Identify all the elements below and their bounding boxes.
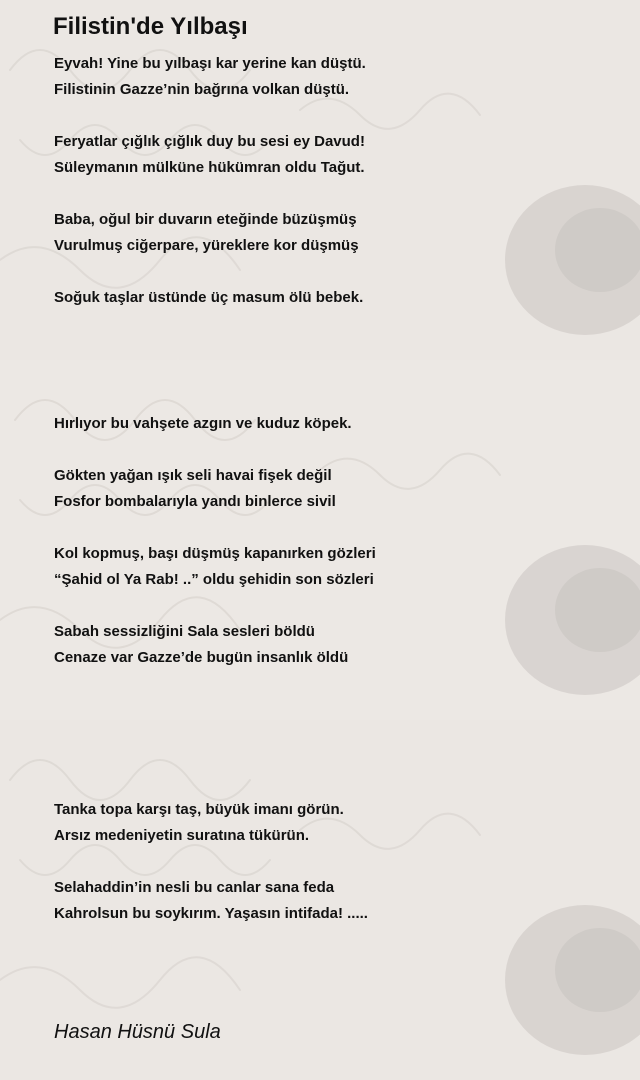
stanza [54, 619, 376, 671]
stanza [54, 285, 366, 311]
poem-line: Eyvah! Yine bu yılbaşı kar yerine kan düştü. [54, 55, 366, 72]
poem-line: Hırlıyor bu vahşete azgın ve kuduz köpek. [54, 415, 352, 432]
poem-line: Kahrolsun bu soykırım. Yaşasın intifada! ..... [54, 905, 368, 922]
poem-line: Arsız medeniyetin suratına tükürün. [54, 827, 310, 844]
stanza [54, 463, 376, 515]
poem-line: Fosfor bombalarıyla yandı binlerce sivil [54, 493, 336, 510]
poem-line: Filistinin Gazze’nin bağrına volkan düştü. [54, 81, 350, 98]
poem-line: Tanka topa karşı taş, büyük imanı görün. [54, 801, 344, 818]
poem-line: Feryatlar çığlık çığlık duy bu sesi ey Davud! [54, 133, 365, 150]
stanza [54, 541, 376, 593]
poem-section-2 [54, 411, 376, 697]
poem-line: Süleymanın mülküne hükümran oldu Tağut. [54, 159, 365, 176]
poem-section-3 [54, 797, 368, 953]
stanza [54, 129, 366, 181]
stanza [54, 411, 376, 437]
poem-line: Selahaddin’in nesli bu canlar sana feda [54, 879, 335, 896]
stanza [54, 207, 366, 259]
stanza [54, 51, 366, 103]
stanza [54, 797, 368, 849]
poem-line: Kol kopmuş, başı düşmüş kapanırken gözleri [54, 545, 376, 562]
poem-line: “Şahid ol Ya Rab! ..” oldu şehidin son sözleri [54, 571, 374, 588]
poem-line: Baba, oğul bir duvarın eteğinde büzüşmüş [54, 211, 357, 228]
poem-line: Vurulmuş ciğerpare, yüreklere kor düşmüş [54, 237, 359, 254]
poem-line: Gökten yağan ışık seli havai fişek değil [54, 467, 332, 484]
stanza [54, 875, 368, 927]
poem-line: Sabah sessizliğini Sala sesleri böldü [54, 623, 315, 640]
poem-title: Filistin'de Yılbaşı [53, 13, 248, 40]
poem-section-1 [54, 51, 366, 337]
poem-line: Soğuk taşlar üstünde üç masum ölü bebek. [54, 289, 364, 306]
poem-author: Hasan Hüsnü Sula [54, 1021, 221, 1043]
poem-line: Cenaze var Gazze’de bugün insanlık öldü [54, 649, 349, 666]
